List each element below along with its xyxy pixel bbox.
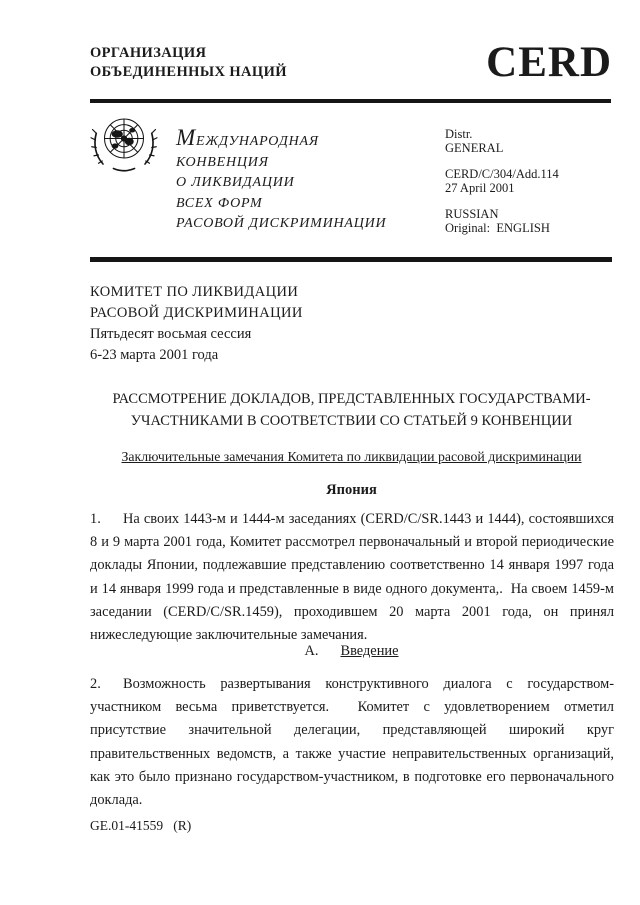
document-language: RUSSIAN — [445, 207, 499, 221]
document-symbol-date — [445, 168, 559, 195]
country-heading: Япония — [326, 482, 377, 498]
footer-reference: GE.01-41559 (R) — [90, 818, 192, 833]
convention-title — [176, 125, 387, 235]
original-language: Original: ENGLISH — [445, 220, 550, 235]
paragraph-1-text: На своих 1443-м и 1444-м заседаниях (CERD/C/SR.1443 и 1444), состоявшихся 8 и 9 марта 2001 года, Комитет рассмотрел первоначальный и второй периодические доклады Японии, подлежавшие представлению соответственно 14 января 1997 года и 14 января 1999 года и представленные в виде одного документа,. На своем 1459-м заседании (CERD/C/SR.1459), проходившем 20 марта 2001 года, он принял нижеследующие заключительные замечания. — [90, 511, 618, 644]
language-block — [445, 208, 559, 235]
un-organization-name — [90, 44, 287, 82]
convention-line2: КОНВЕНЦИЯ — [176, 154, 269, 170]
convention-line4: ВСЕХ ФОРМ — [176, 195, 263, 211]
distr-value: GENERAL — [445, 140, 504, 155]
convention-lead-letter: М — [176, 125, 196, 150]
org-name-line2: ОБЪЕДИНЕННЫХ НАЦИЙ — [90, 64, 287, 80]
document-title — [90, 388, 613, 432]
document-title-line1: РАССМОТРЕНИЕ ДОКЛАДОВ, ПРЕДСТАВЛЕННЫХ ГОСУДАРСТВАМИ- — [112, 391, 591, 407]
header-divider-rule — [90, 99, 611, 103]
document-series-symbol: CERD — [486, 39, 612, 86]
document-symbol: CERD/C/304/Add.114 — [445, 167, 559, 181]
paragraph-1 — [90, 508, 618, 647]
un-emblem-icon — [86, 113, 162, 184]
document-title-line2: УЧАСТНИКАМИ В СООТВЕТСТВИИ СО СТАТЬЕЙ 9 КОНВЕНЦИИ — [130, 413, 573, 429]
org-name-line1: ОРГАНИЗАЦИЯ — [90, 45, 207, 61]
distribution-type — [445, 128, 559, 155]
paragraph-1-number: 1. — [90, 511, 101, 527]
committee-session-block — [90, 282, 303, 366]
masthead-divider-rule — [90, 257, 612, 262]
document-date: 27 April 2001 — [445, 180, 515, 195]
convention-line3: О ЛИКВИДАЦИИ — [176, 175, 295, 190]
section-a-letter: A. — [304, 643, 319, 659]
session-number: Пятьдесят восьмая сессия — [90, 326, 252, 342]
convention-line5: РАСОВОЙ ДИСКРИМИНАЦИИ — [176, 216, 387, 231]
distribution-block — [445, 128, 559, 248]
paragraph-2 — [90, 673, 618, 812]
document-subtitle: Заключительные замечания Комитета по ликвидации расовой дискриминации — [121, 449, 582, 464]
paragraph-2-number: 2. — [90, 676, 101, 692]
session-dates: 6-23 марта 2001 года — [90, 347, 219, 363]
section-a-heading — [90, 643, 613, 660]
section-a-label: Введение — [340, 643, 399, 659]
convention-line1: МЕЖДУНАРОДНАЯ — [176, 125, 319, 150]
committee-name-line1: КОМИТЕТ ПО ЛИКВИДАЦИИ — [90, 284, 299, 300]
paragraph-2-text: Возможность развертывания конструктивного диалога с государством-участником весьма приветствуется. Комитет с удовлетворением отметил присутствие значительной делегации, представляющей широкий круг правительственных ведомств, а также участие неправительственных организаций, как это было признано государством-участником, в подготовке его первоначального доклада. — [90, 676, 618, 809]
committee-name-line2: РАСОВОЙ ДИСКРИМИНАЦИИ — [90, 305, 303, 321]
distr-label: Distr. — [445, 127, 473, 141]
